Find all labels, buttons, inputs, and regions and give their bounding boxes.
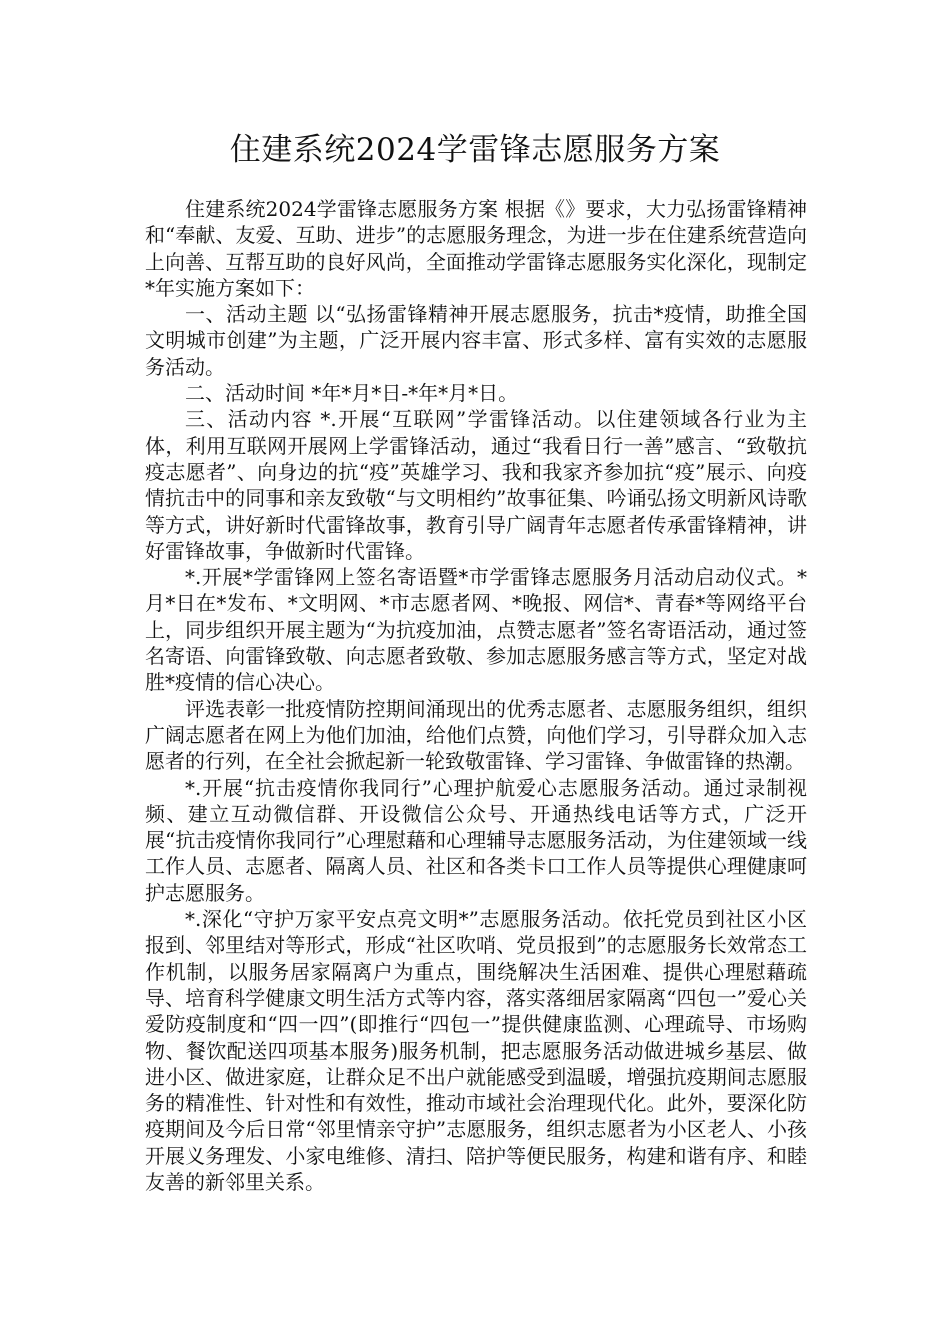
paragraph-intro: 住建系统2024学雷锋志愿服务方案 根据《》要求，大力弘扬雷锋精神和“奉献、友爱、互助、进步”的志愿服务理念，为进一步在住建系统营造向上向善、互帮互助的良好风尚，全面推动学雷锋志愿服务实化深化，现制定*年实施方案如下： xyxy=(145,197,807,300)
document-body xyxy=(145,196,807,1195)
paragraph-content-award: 评选表彰一批疫情防控期间涌现出的优秀志愿者、志愿服务组织，组织广阔志愿者在网上为他们加油，给他们点赞，向他们学习，引导群众加入志愿者的行列，在全社会掀起新一轮致敬雷锋、学习雷锋、争做雷锋的热潮。 xyxy=(145,696,807,774)
paragraph-time: 二、活动时间 *年*月*日-*年*月*日。 xyxy=(185,381,519,406)
document-title: 住建系统2024学雷锋志愿服务方案 xyxy=(229,132,721,168)
paragraph-content-community: *.深化“守护万家平安点亮文明*”志愿服务活动。依托党员到社区小区报到、邻里结对等形式，形成“社区吹哨、党员报到”的志愿服务长效常态工作机制，以服务居家隔离户为重点，围绕解决生活困难、提供心理慰藉疏导、培育科学健康文明生活方式等内容，落实落细居家隔离“四包一”爱心关爱防疫制度和“四一四”(即推行“四包一”提供健康监测、心理疏导、市场购物、餐饮配送四项基本服务)服务机制，把志愿服务活动做进城乡基层、做进小区、做进家庭，让群众足不出户就能感受到温暖，增强抗疫期间志愿服务的精准性、针对性和有效性，推动市域社会治理现代化。此外，要深化防疫期间及今后日常“邻里情亲守护”志愿服务，组织志愿者为小区老人、小孩开展义务理发、小家电维修、清扫、陪护等便民服务，构建和谐有序、和睦友善的新邻里关系。 xyxy=(145,907,807,1194)
paragraph-content-internet: 三、活动内容 *.开展“互联网”学雷锋活动。以住建领域各行业为主体，利用互联网开展网上学雷锋活动，通过“我看日行一善”感言、“致敬抗疫志愿者”、向身边的抗“疫”英雄学习、我和我家齐参加抗“疫”展示、向疫情抗击中的同事和亲友致敬“与文明相约”故事征集、吟诵弘扬文明新风诗歌等方式，讲好新时代雷锋故事，教育引导广阔青年志愿者传承雷锋精神，讲好雷锋故事，争做新时代雷锋。 xyxy=(145,407,807,563)
paragraph-content-signature: *.开展*学雷锋网上签名寄语暨*市学雷锋志愿服务月活动启动仪式。*月*日在*发布、*文明网、*市志愿者网、*晚报、网信*、青春*等网络平台上，同步组织开展主题为“为抗疫加油，点赞志愿者”签名寄语活动，通过签名寄语、向雷锋致敬、向志愿者致敬、参加志愿服务感言等方式，坚定对战胜*疫情的信心决心。 xyxy=(145,565,807,695)
paragraph-content-psychology: *.开展“抗击疫情你我同行”心理护航爱心志愿服务活动。通过录制视频、建立互动微信群、开设微信公众号、开通热线电话等方式，广泛开展“抗击疫情你我同行”心理慰藉和心理辅导志愿服务活动，为住建领域一线工作人员、志愿者、隔离人员、社区和各类卡口工作人员等提供心理健康呵护志愿服务。 xyxy=(145,775,807,905)
paragraph-theme: 一、活动主题 以“弘扬雷锋精神开展志愿服务，抗击*疫情，助推全国文明城市创建”为主题，广泛开展内容丰富、形式多样、富有实效的志愿服务活动。 xyxy=(145,302,807,379)
